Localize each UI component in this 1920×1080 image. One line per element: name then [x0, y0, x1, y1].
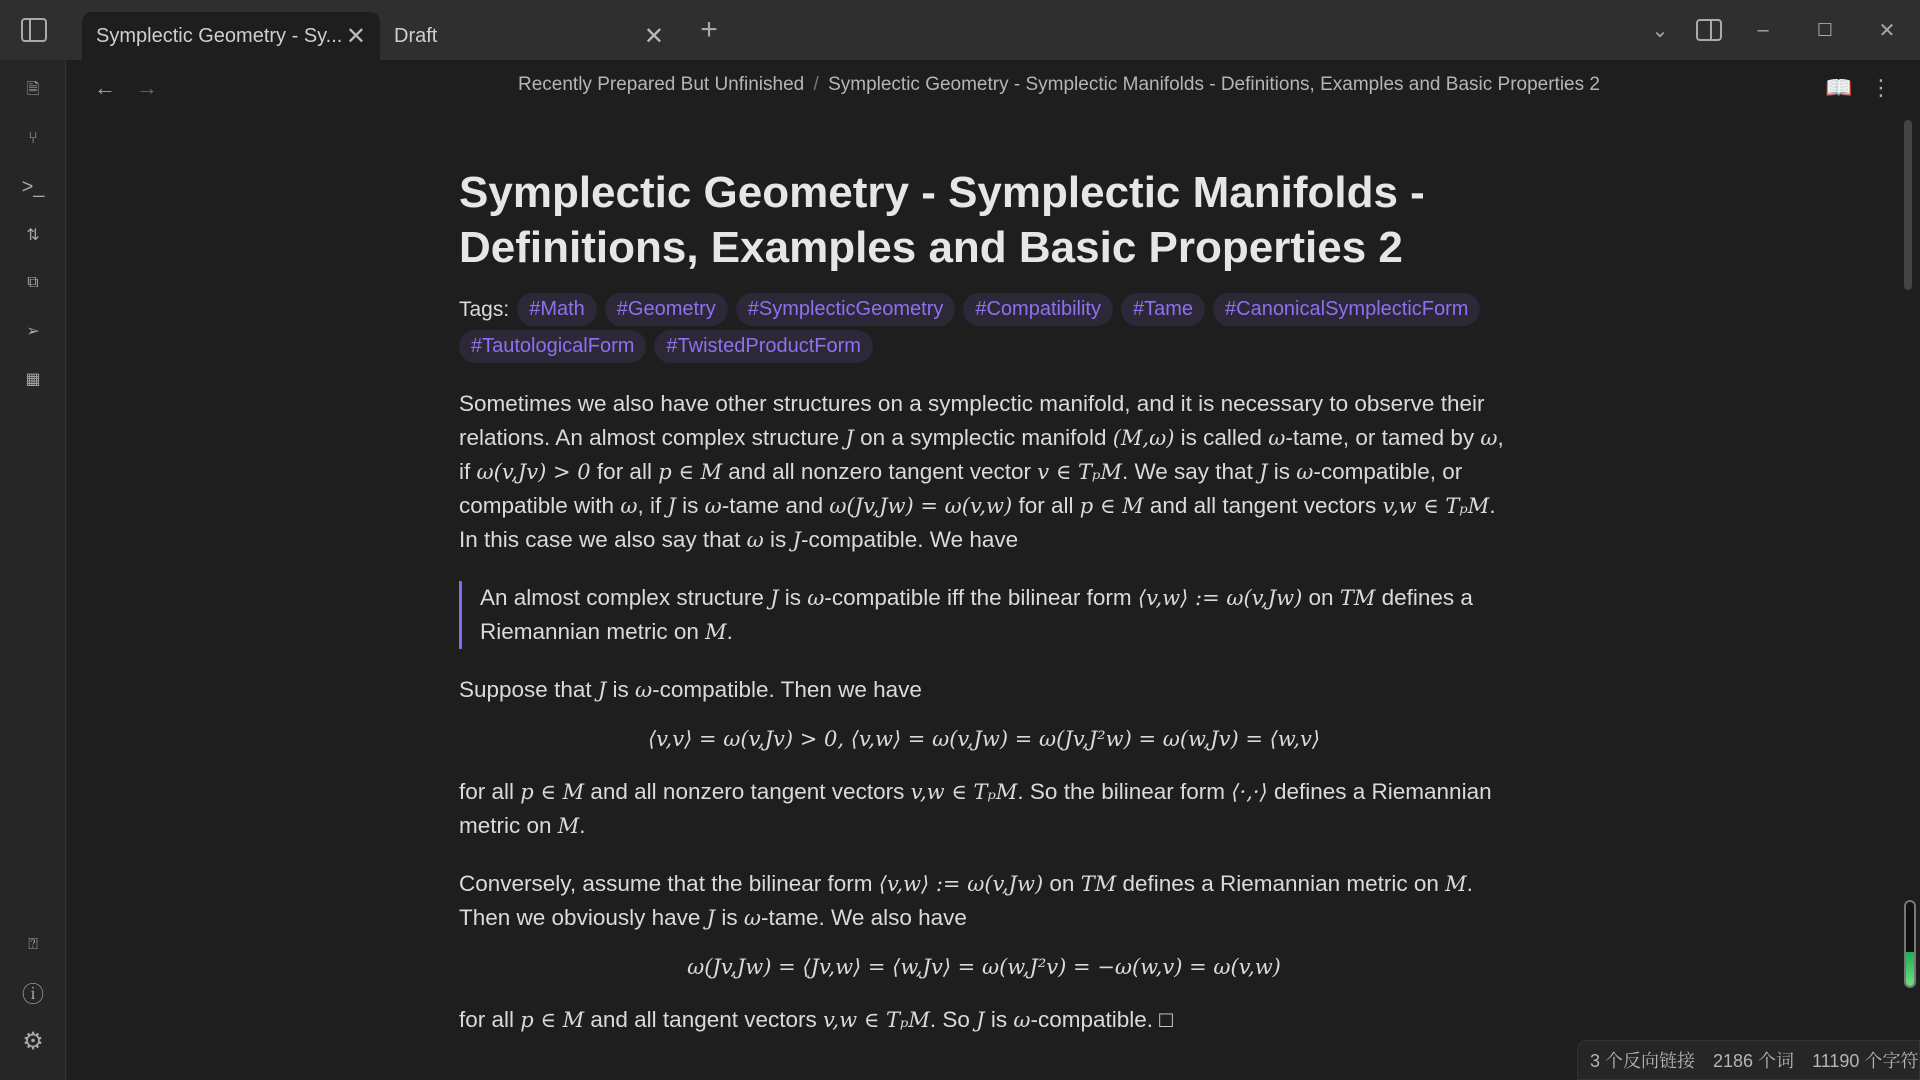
git-icon[interactable]: ⇅: [26, 227, 40, 244]
text: -compatible, or compatible with: [459, 459, 1463, 518]
text: -compatible. □: [1030, 1007, 1173, 1032]
math-inline: v ∈ TₚM: [1037, 460, 1122, 484]
display-equation: [459, 727, 1509, 751]
breadcrumb-separator: /: [813, 74, 819, 95]
text: and all nonzero tangent vectors: [584, 779, 911, 804]
settings-gear-icon[interactable]: ⚙: [22, 1027, 44, 1055]
text: is called: [1174, 425, 1269, 450]
vault-icon[interactable]: ⍰: [28, 936, 38, 953]
word-count: 2186 个词: [1713, 1051, 1795, 1071]
text: . We say that: [1121, 459, 1260, 484]
math-inline: v,w ∈ TₚM: [1382, 494, 1490, 518]
blockquote: [459, 581, 1509, 649]
text: is: [1267, 459, 1297, 484]
text: . In this case we also say that: [459, 493, 1496, 552]
text: Sometimes we also have other structures on a symplectic manifold, and it is necessary to observe their relations. An almost complex structure: [459, 391, 1485, 450]
math-inline: p ∈ M: [520, 1008, 585, 1032]
math-inline: ω: [746, 528, 764, 552]
math-inline: ω(v,Jv) > 0: [476, 460, 591, 484]
note-title: Symplectic Geometry - Symplectic Manifolds - Definitions, Examples and Basic Properties 2: [459, 168, 1425, 272]
math-inline: J: [597, 678, 607, 702]
math-inline: J: [1259, 460, 1268, 484]
display-equation: [459, 955, 1509, 979]
tags-label: Tags:: [459, 297, 510, 321]
math-inline: v,w ∈ TₚM: [823, 1008, 930, 1032]
math-inline: ⟨v,v⟩ = ω(v,Jv) > 0, ⟨v,w⟩ = ω(v,Jw) = ω(Jv,J²w) = ω(w,Jv) = ⟨w,v⟩: [647, 727, 1321, 751]
text: is: [778, 585, 808, 610]
canvas-icon[interactable]: ⧉: [27, 274, 39, 291]
search-file-icon[interactable]: 🗎: [26, 80, 40, 98]
math-inline: ω: [620, 494, 638, 518]
tag[interactable]: #CanonicalSymplecticForm: [1213, 293, 1480, 326]
paragraph: [459, 673, 1509, 707]
tag[interactable]: #TautologicalForm: [459, 330, 646, 363]
text: . Then we obviously have: [459, 871, 1473, 930]
tags-row: [459, 293, 1509, 363]
math-inline: v,w ∈ TₚM: [910, 780, 1018, 804]
text: for all: [1012, 493, 1080, 518]
math-inline: p ∈ M: [1079, 494, 1144, 518]
math-inline: ω: [1013, 1008, 1031, 1032]
math-inline: p ∈ M: [658, 460, 723, 484]
ribbon: [0, 60, 66, 1080]
text: for all: [590, 459, 659, 484]
tag[interactable]: #SymplecticGeometry: [736, 293, 956, 326]
close-tab-icon[interactable]: ✕: [345, 22, 366, 50]
math-inline: M: [1445, 872, 1467, 896]
tab-symplectic-geometry[interactable]: [82, 12, 380, 60]
math-inline: J: [845, 426, 854, 450]
text: for all: [459, 779, 521, 804]
text: An almost complex structure: [480, 585, 771, 610]
text: -compatible. Then we have: [652, 677, 922, 702]
text: , if: [459, 425, 1504, 484]
math-inline: ω: [635, 678, 653, 702]
send-icon[interactable]: ➢: [26, 323, 40, 340]
chevron-down-icon[interactable]: ⌄: [1651, 19, 1669, 42]
tag[interactable]: #Math: [517, 293, 597, 326]
text: .: [579, 813, 586, 838]
text: is: [606, 677, 636, 702]
math-inline: ⟨·,·⟩: [1231, 780, 1268, 804]
reading-view-icon[interactable]: 📖: [1825, 75, 1853, 100]
math-inline: TM: [1339, 586, 1376, 610]
text: -tame and: [721, 493, 830, 518]
backlinks-count[interactable]: 3 个反向链接: [1590, 1051, 1696, 1071]
paragraph: [459, 1003, 1509, 1037]
text: on: [1302, 585, 1340, 610]
char-count: 11190 个字符: [1812, 1051, 1919, 1071]
status-bar: [1577, 1040, 1920, 1080]
close-window-icon[interactable]: ✕: [1878, 19, 1896, 42]
text: on a symplectic manifold: [853, 425, 1113, 450]
math-inline: ω(Jv,Jw) = ⟨Jv,w⟩ = ⟨w,Jv⟩ = ω(w,J²v) = −ω(w,v) = ω(v,w): [687, 955, 1281, 979]
help-icon[interactable]: ⓘ: [21, 981, 44, 1007]
tag[interactable]: #Compatibility: [963, 293, 1113, 326]
text: is: [984, 1007, 1014, 1032]
graph-view-icon[interactable]: ⑂: [28, 130, 38, 147]
text: , if: [637, 493, 668, 518]
forward-arrow-icon[interactable]: →: [136, 75, 158, 100]
tag[interactable]: #Tame: [1121, 293, 1205, 326]
math-inline: ω: [1480, 426, 1498, 450]
scrollbar[interactable]: [1904, 120, 1912, 290]
math-inline: ω: [743, 906, 761, 930]
text: -compatible iff the bilinear form: [824, 585, 1138, 610]
back-arrow-icon[interactable]: ←: [94, 75, 116, 100]
text: on: [1043, 871, 1081, 896]
text: and all tangent vectors: [1143, 493, 1383, 518]
sidebar-toggle-icon[interactable]: [18, 14, 50, 46]
more-options-icon[interactable]: ⋮: [1870, 75, 1892, 100]
progress-fill: [1906, 952, 1914, 986]
math-inline: J: [792, 528, 801, 552]
new-tab-icon[interactable]: +: [700, 13, 718, 46]
math-inline: (M,ω): [1112, 426, 1175, 450]
text: is: [675, 493, 705, 518]
text: . So the bilinear form: [1017, 779, 1232, 804]
maximize-icon[interactable]: ☐: [1816, 19, 1834, 40]
math-inline: M: [705, 620, 727, 644]
text: Conversely, assume that the bilinear form: [459, 871, 879, 896]
text: . So: [929, 1007, 977, 1032]
text: defines a Riemannian metric on: [459, 779, 1492, 838]
text: -tame, or tamed by: [1285, 425, 1481, 450]
text: is: [715, 905, 744, 930]
text: defines a Riemannian metric on: [480, 585, 1473, 644]
math-inline: ω: [1268, 426, 1286, 450]
note-body: [459, 387, 1509, 1037]
minimize-icon[interactable]: –: [1757, 18, 1769, 41]
text: is: [763, 527, 793, 552]
math-inline: J: [770, 586, 779, 610]
note-content: [459, 165, 1509, 1037]
breadcrumb-note[interactable]: Symplectic Geometry - Symplectic Manifolds - Definitions, Examples and Basic Properties 2: [828, 74, 1600, 95]
terminal-icon[interactable]: >_: [21, 175, 45, 198]
text: and all nonzero tangent vector: [722, 459, 1038, 484]
paragraph: [459, 387, 1509, 557]
breadcrumb: [518, 74, 1600, 96]
math-inline: TM: [1080, 872, 1117, 896]
tag[interactable]: #Geometry: [605, 293, 728, 326]
math-inline: J: [976, 1008, 985, 1032]
tab-bar: [0, 0, 1920, 60]
close-tab-icon[interactable]: ✕: [643, 22, 664, 50]
tab-label: Symplectic Geometry - Sy...: [96, 24, 343, 47]
tag[interactable]: #TwistedProductForm: [654, 330, 873, 363]
math-inline: ω: [807, 586, 825, 610]
math-inline: J: [706, 906, 716, 930]
scroll-progress-gauge: [1904, 900, 1916, 988]
tab-draft[interactable]: [380, 12, 678, 60]
paragraph: [459, 775, 1509, 843]
math-inline: ω: [1296, 460, 1314, 484]
text: and all tangent vectors: [584, 1007, 824, 1032]
text: for all: [459, 1007, 521, 1032]
text: -tame. We also have: [760, 905, 967, 930]
view-header: [66, 60, 1920, 116]
tab-label: Draft: [394, 24, 438, 47]
text: -compatible. We have: [800, 527, 1019, 552]
text: Suppose that: [459, 677, 598, 702]
math-inline: ω: [704, 494, 722, 518]
text: defines a Riemannian metric on: [1116, 871, 1446, 896]
text: .: [726, 619, 733, 644]
math-inline: ω(Jv,Jw) = ω(v,w): [829, 494, 1013, 518]
dashboard-icon[interactable]: ▦: [25, 371, 41, 388]
math-inline: p ∈ M: [520, 780, 585, 804]
breadcrumb-folder[interactable]: Recently Prepared But Unfinished: [518, 74, 805, 95]
math-inline: ⟨v,w⟩ := ω(v,Jw): [1137, 586, 1303, 610]
math-inline: J: [667, 494, 676, 518]
right-sidebar-toggle-icon[interactable]: [1694, 14, 1724, 46]
math-inline: M: [557, 814, 580, 838]
math-inline: ⟨v,w⟩ := ω(v,Jw): [878, 872, 1044, 896]
paragraph: [459, 867, 1509, 935]
